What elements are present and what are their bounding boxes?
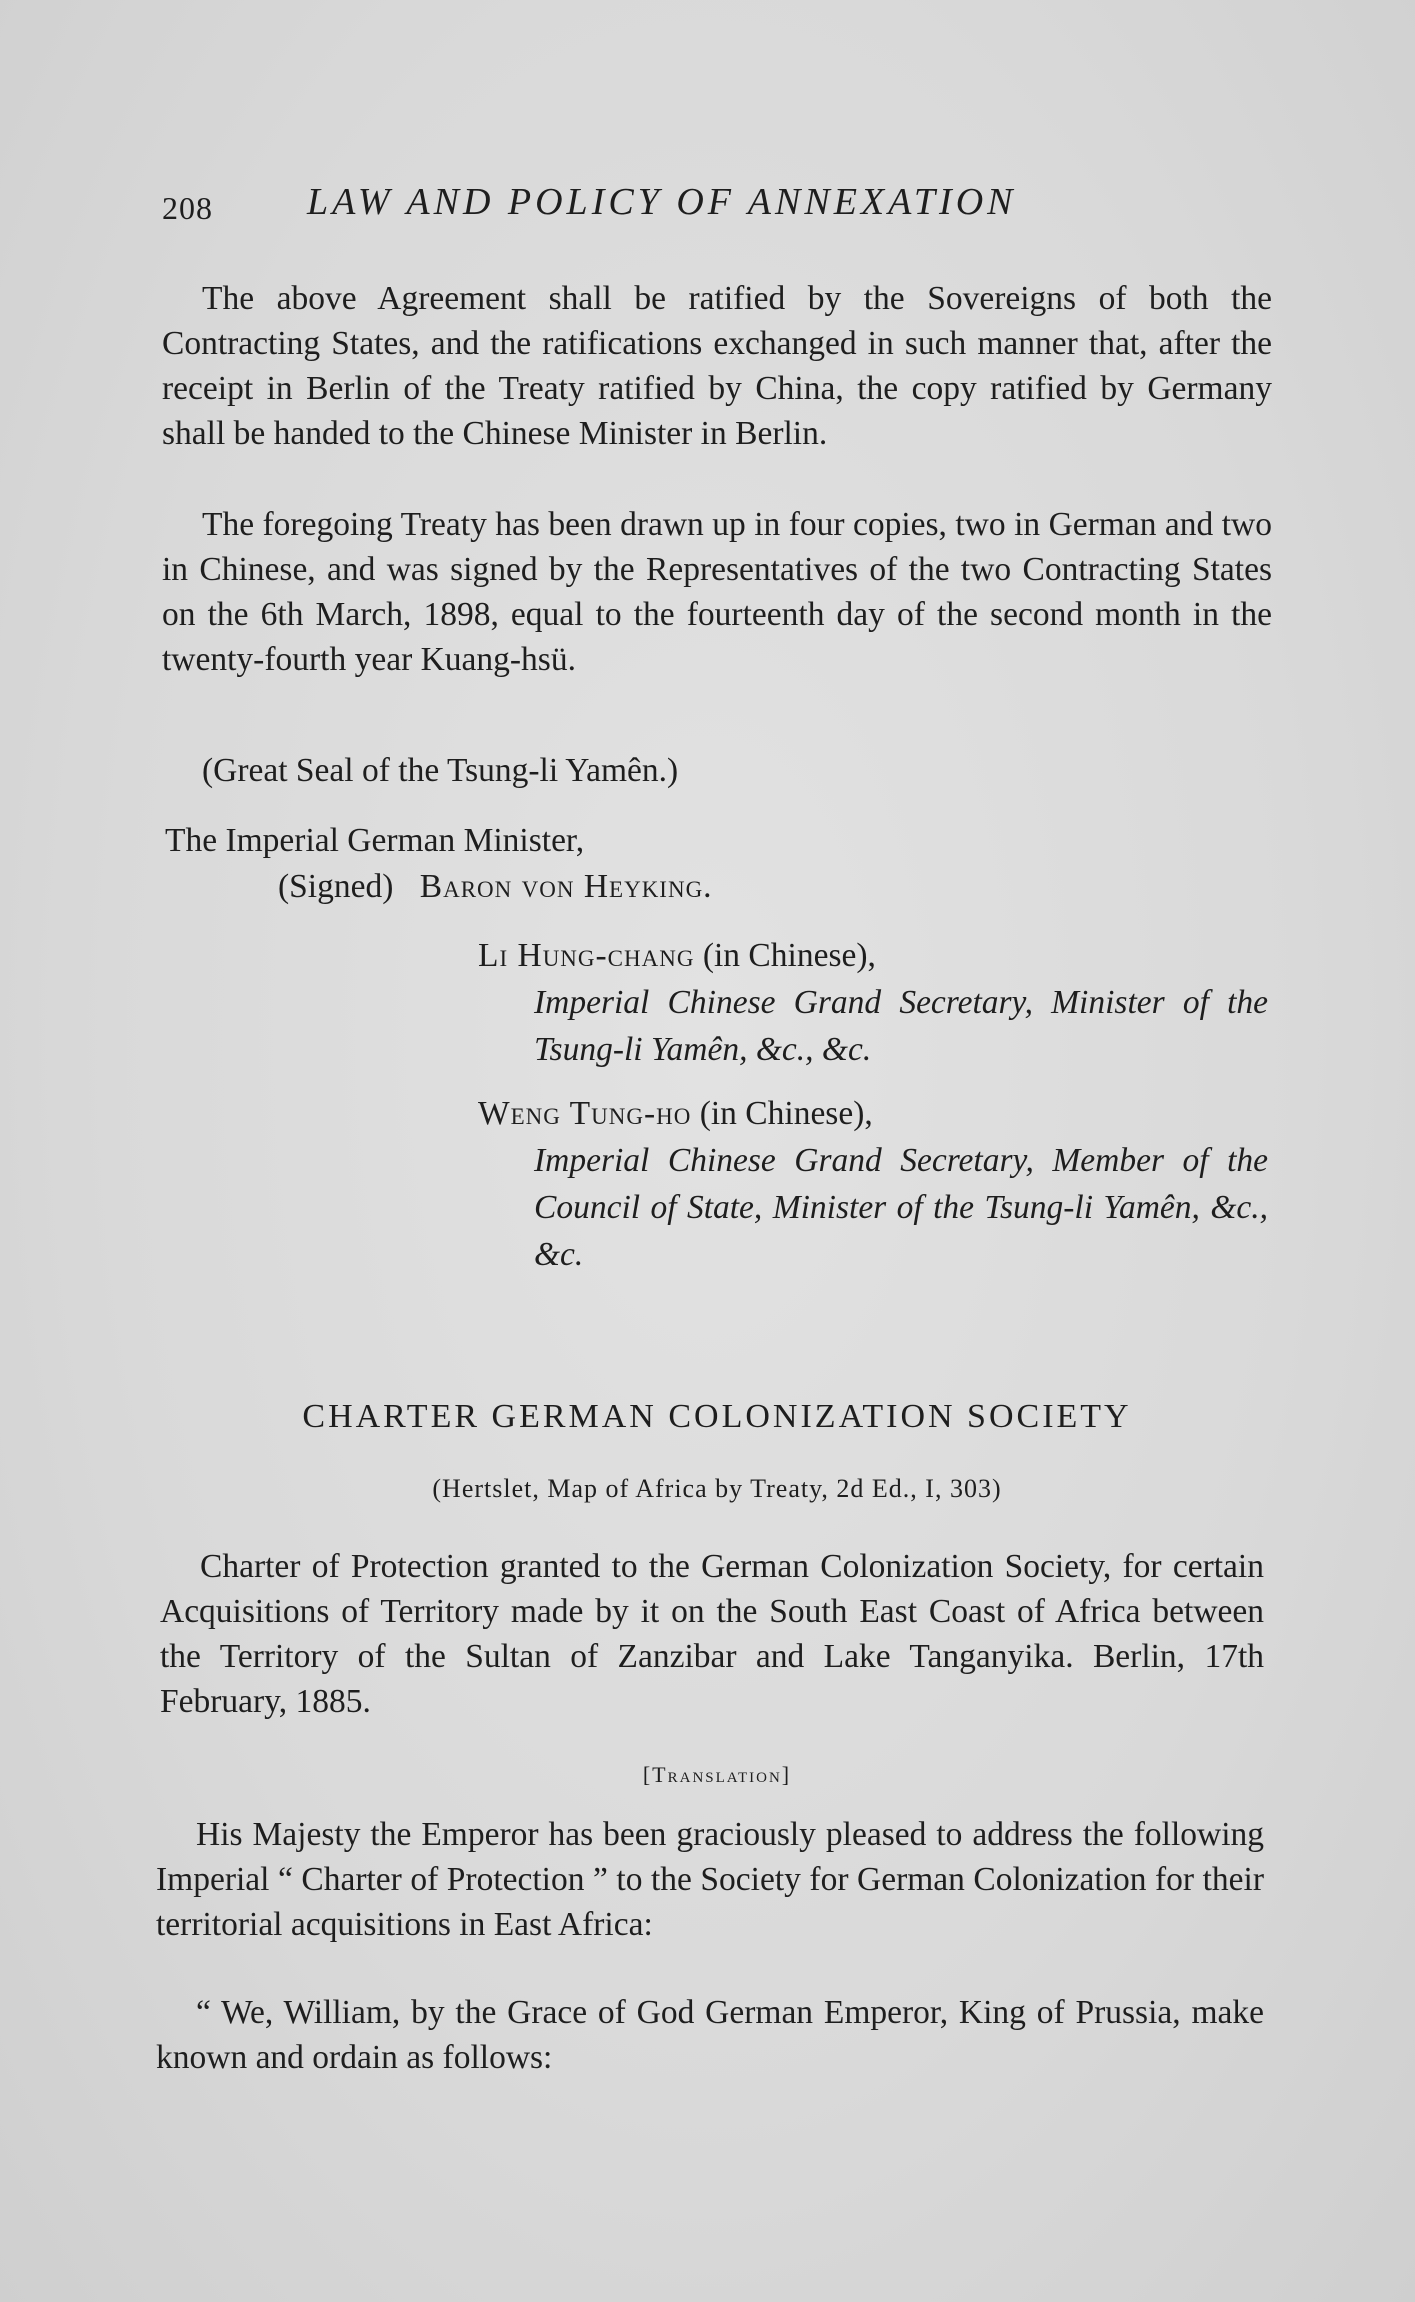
signatory-weng (478, 1090, 1268, 1278)
ratification-paragraph: The above Agreement shall be ratified by the Sovereigns of both the Contracting States, and the ratifications exchanged in such manner that, after the receipt in Berlin of the Treaty ratified by China, the copy ratified by Germany shall be handed to the Chinese Minister in Berlin. (162, 280, 1272, 452)
signatory-name: Li Hung-chang (478, 937, 695, 974)
signatory-name-line (478, 1090, 1268, 1137)
signatory-name-line (478, 932, 1268, 979)
running-title: LAW AND POLICY OF ANNEXATION (307, 181, 1017, 223)
signed-name: Baron von Heyking. (419, 868, 713, 905)
copies-paragraph: The foregoing Treaty has been drawn up in four copies, two in German and two in Chinese, and was signed by the Representatives of the two Contracting States on the 6th March, 1898, equal to the fourteenth day of the second month in the twenty-fourth year Kuang-hsü. (162, 506, 1272, 678)
section-title: CHARTER GERMAN COLONIZATION SOCIETY (302, 1398, 1132, 1435)
signed-line (278, 868, 713, 906)
signatory-li (478, 932, 1268, 1073)
page-number: 208 (162, 190, 213, 226)
proclamation-paragraph: “ We, William, by the Grace of God German Emperor, King of Prussia, make known and ordain as follows: (156, 1994, 1264, 2076)
signed-label: (Signed) (278, 868, 394, 905)
seal-note: (Great Seal of the Tsung-li Yamên.) (202, 752, 679, 789)
running-header (162, 180, 1262, 240)
signatory-note: (in Chinese), (699, 1095, 873, 1132)
charter-intro-paragraph: Charter of Protection granted to the German Colonization Society, for certain Acquisitions of Territory made by it on the South East Coast of Africa between the Territory of the Sultan of Zanzibar and Lake Tanganyika. Berlin, 17th February, 1885. (160, 1548, 1264, 1720)
section-citation: (Hertslet, Map of Africa by Treaty, 2d Ed., I, 303) (432, 1474, 1002, 1503)
signatory-role: Imperial Chinese Grand Secretary, Minister of the Tsung-li Yamên, &c., &c. (534, 984, 1268, 1068)
signatory-role: Imperial Chinese Grand Secretary, Member of the Council of State, Minister of the Tsung-li Yamên, &c., &c. (534, 1142, 1268, 1273)
translation-label: [Translation] (642, 1762, 792, 1787)
signatory-note: (in Chinese), (702, 937, 876, 974)
minister-line: The Imperial German Minister, (165, 822, 585, 859)
signatory-name: Weng Tung-ho (478, 1095, 692, 1132)
emperor-paragraph: His Majesty the Emperor has been graciously pleased to address the following Imperial “ Charter of Protection ” to the Society for German Colonization for their territorial acquisitions in East Africa: (156, 1816, 1264, 1943)
